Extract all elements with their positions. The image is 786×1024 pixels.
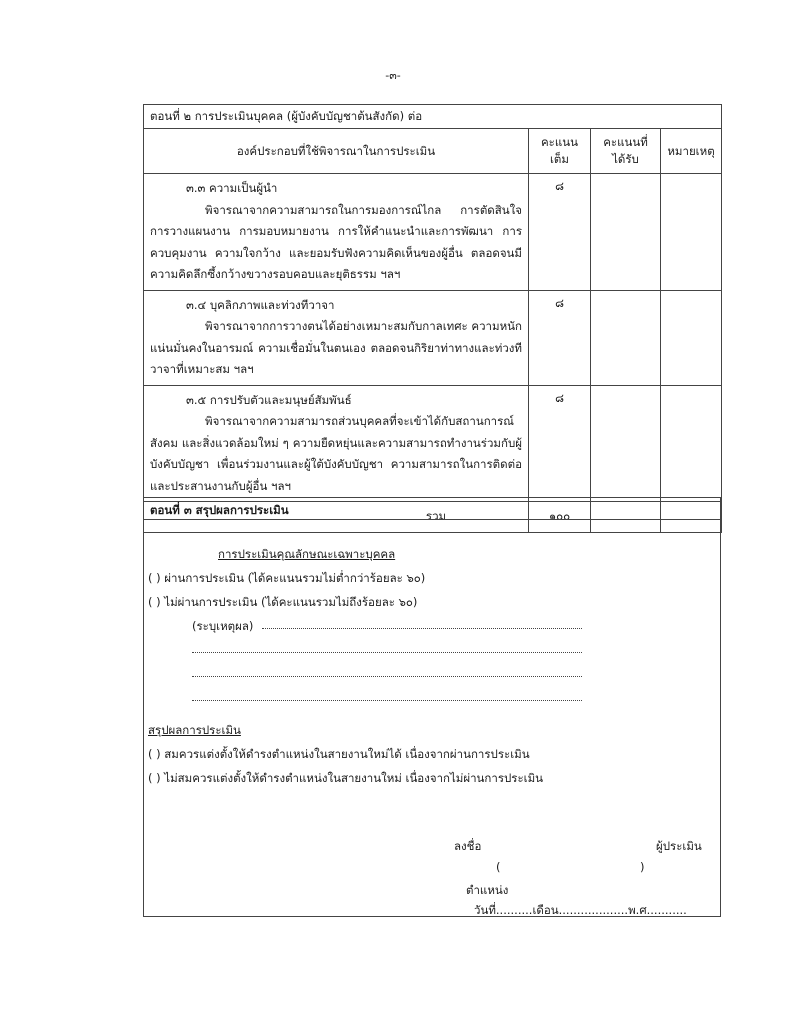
criteria-description: พิจารณาจากการวางตนได้อย่างเหมาะสมกับกาลเทศะ ความหนักแน่นมั่นคงในอารมณ์ ความเชื่อมั่นในตนเอง ตลอดจนกิริยาท่าทางและท่วงทีวาจาที่เหมาะสม ฯลฯ [150, 319, 522, 376]
page-number: -๓- [385, 69, 401, 82]
reason-label: (ระบุเหตุผล) [192, 619, 254, 633]
part3-title: ตอนที่ ๓ สรุปผลการประเมิน [144, 498, 720, 520]
reason-line-2[interactable] [192, 638, 582, 653]
header-received-line2: ได้รับ [612, 152, 639, 166]
header-remarks: หมายเหตุ [661, 129, 722, 174]
reason-line-1[interactable] [262, 614, 582, 629]
reason-line-4[interactable] [192, 686, 582, 701]
received-score-cell[interactable] [591, 290, 661, 385]
table-row [144, 385, 722, 502]
reason-line-3[interactable] [192, 662, 582, 677]
criteria-title: ๓.๓ ความเป็นผู้นำ [186, 181, 278, 195]
criteria-cell [144, 174, 529, 291]
remarks-cell[interactable] [661, 385, 722, 502]
part2-title: ตอนที่ ๒ การประเมินบุคคล (ผู้บังคับบัญชาต้นสังกัด) ต่อ [144, 105, 722, 129]
section2-heading: สรุปผลการประเมิน [148, 723, 241, 737]
date-line[interactable]: วันที่..........เดือน...................พ.ศ........... [474, 903, 687, 917]
option-pass[interactable]: ( ) ผ่านการประเมิน (ได้คะแนนรวมไม่ต่ำกว่าร้อยละ ๖๐) [148, 571, 426, 585]
received-score-cell[interactable] [591, 174, 661, 291]
header-criteria: องค์ประกอบที่ใช้พิจารณาในการประเมิน [144, 129, 529, 174]
remarks-cell[interactable] [661, 290, 722, 385]
header-full-score-line2: เต็ม [550, 152, 569, 166]
header-full-score [529, 129, 591, 174]
header-full-score-line1: คะแนน [540, 135, 578, 149]
sign-label: ลงชื่อ [454, 839, 482, 853]
option-not-appoint[interactable]: ( ) ไม่สมควรแต่งตั้งให้ดำรงตำแหน่งในสายงานใหม่ เนื่องจากไม่ผ่านการประเมิน [148, 771, 544, 785]
received-score-cell[interactable] [591, 385, 661, 502]
position-label: ตำแหน่ง [466, 883, 509, 897]
criteria-description: พิจารณาจากความสามารถในการมองการณ์ไกล การตัดสินใจ การวางแผนงาน การมอบหมายงาน การให้คำแนะนำและการพัฒนา การควบคุมงาน ความใจกว้าง และยอมรับฟังความคิดเห็นของผู้อื่น ตลอดจนมีความคิดลึกซึ้งกว้างขวางรอบคอบและยุติธรรม ฯลฯ [150, 202, 522, 281]
name-paren-open: ( [496, 860, 501, 874]
full-score: ๘ [529, 174, 591, 291]
evaluator-label: ผู้ประเมิน [656, 839, 702, 853]
header-received-line1: คะแนนที่ [603, 135, 648, 149]
header-received-score [591, 129, 661, 174]
criteria-description: พิจารณาจากความสามารถส่วนบุคคลที่จะเข้าได้กับสถานการณ์ สังคม และสิ่งแวดล้อมใหม่ ๆ ความยืดหยุ่นและความสามารถทำงานร่วมกับผู้บังคับบัญชา เพื่อนร่วมงานและผู้ใต้บังคับบัญชา ความสามารถในการติดต่อและประสานงานกับผู้อื่น ฯลฯ [150, 414, 522, 493]
full-score: ๘ [529, 385, 591, 502]
criteria-cell [144, 290, 529, 385]
part3-summary-box [143, 497, 721, 917]
table-row [144, 174, 722, 291]
option-fail[interactable]: ( ) ไม่ผ่านการประเมิน (ได้คะแนนรวมไม่ถึงร้อยละ ๖๐) [148, 595, 418, 609]
total-label: รวม [144, 502, 529, 533]
signature-field[interactable] [489, 838, 639, 852]
section1-heading: การประเมินคุณลักษณะเฉพาะบุคคล [218, 547, 396, 561]
table-row [144, 290, 722, 385]
total-score: ๑๐๐ [529, 502, 591, 533]
criteria-title: ๓.๕ การปรับตัวและมนุษย์สัมพันธ์ [186, 392, 352, 407]
evaluation-table [143, 104, 722, 533]
name-paren-close: ) [640, 860, 645, 874]
remarks-cell[interactable] [661, 174, 722, 291]
criteria-cell [144, 385, 529, 502]
option-appoint[interactable]: ( ) สมควรแต่งตั้งให้ดำรงตำแหน่งในสายงานใหม่ได้ เนื่องจากผ่านการประเมิน [148, 747, 530, 761]
criteria-title: ๓.๔ บุคลิกภาพและท่วงทีวาจา [186, 297, 335, 312]
name-field[interactable] [506, 860, 636, 874]
full-score: ๘ [529, 290, 591, 385]
